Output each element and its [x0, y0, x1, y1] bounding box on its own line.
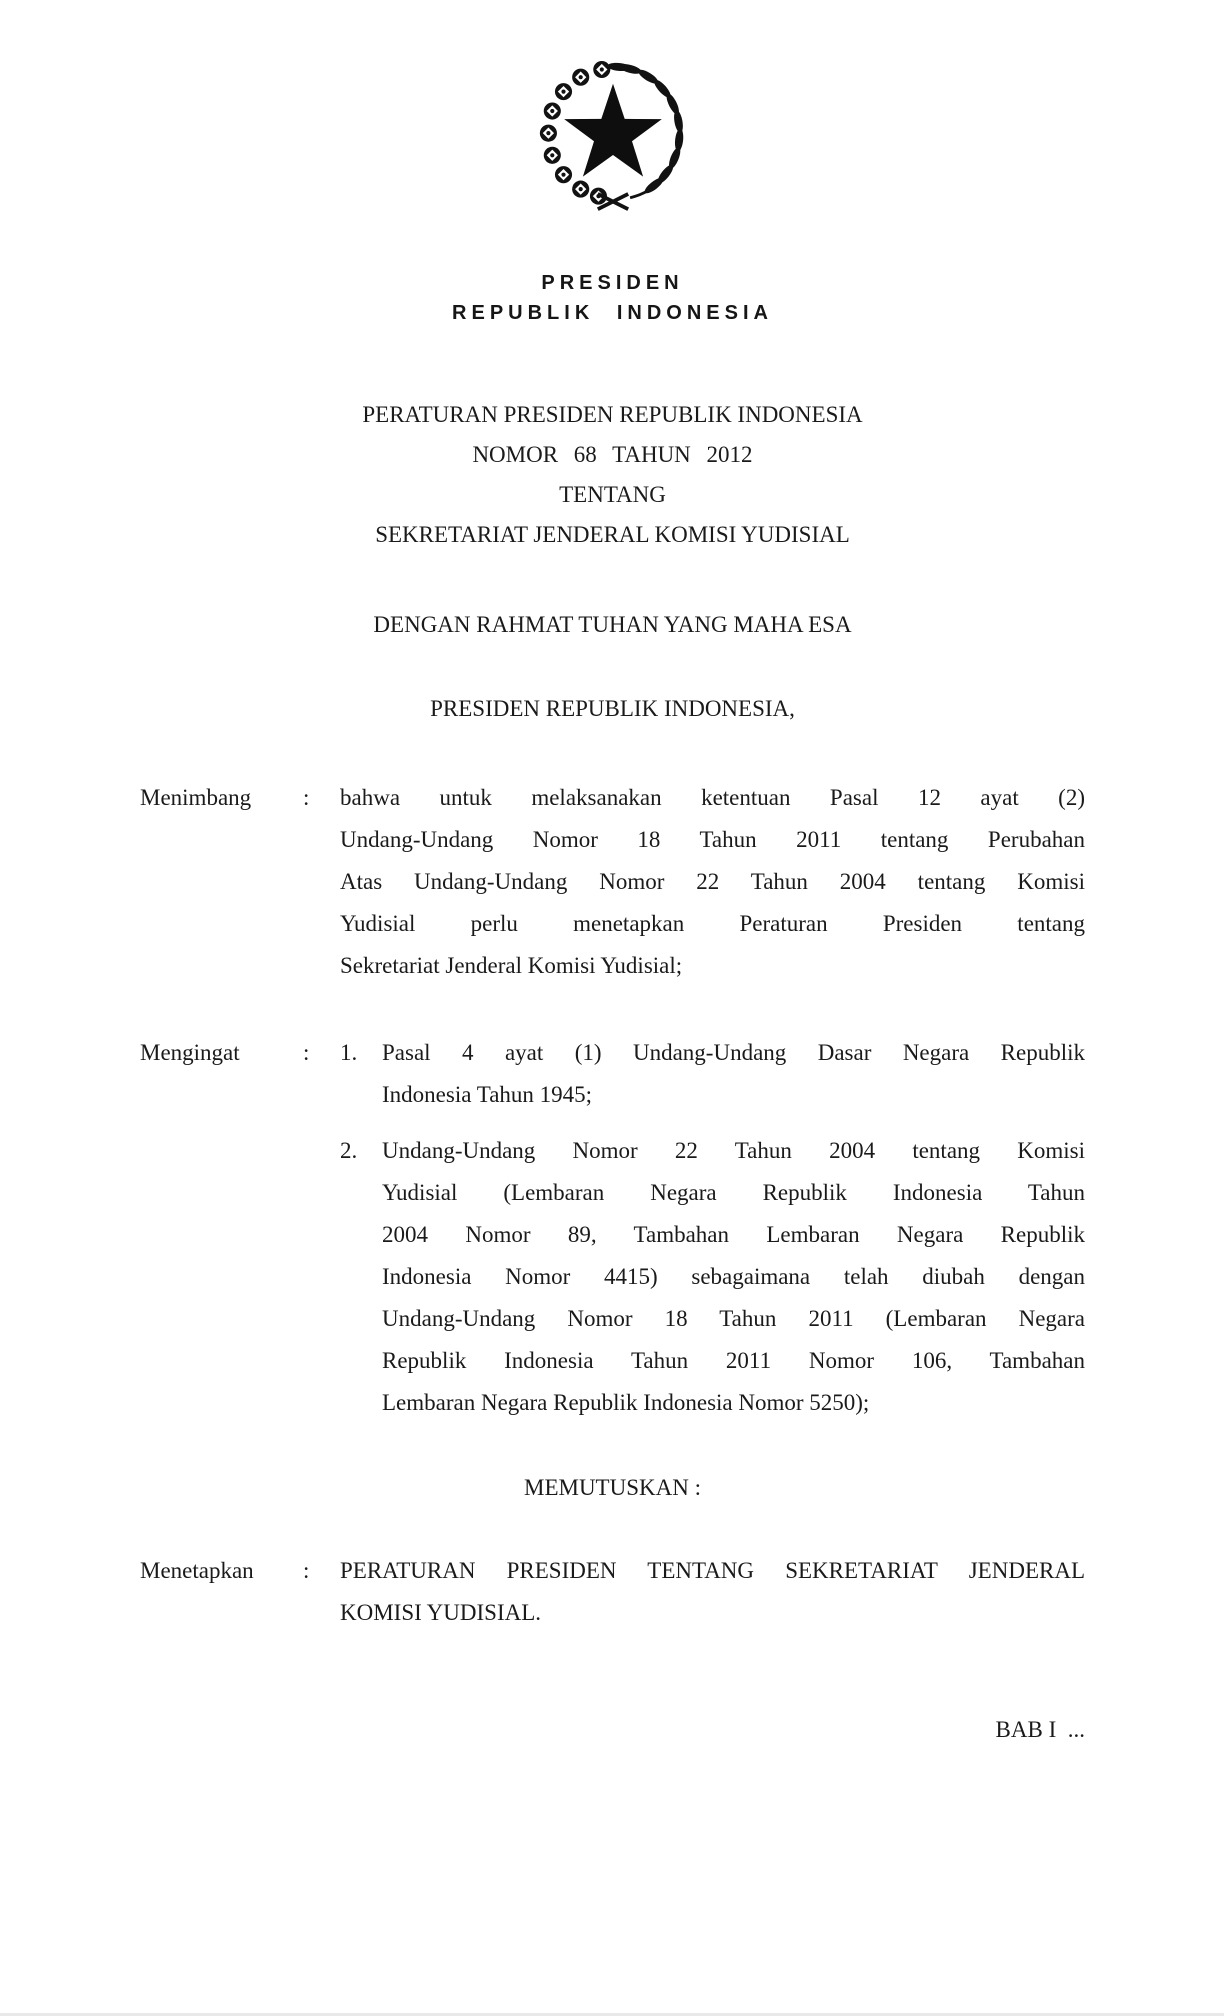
presidential-seal-icon [518, 55, 708, 217]
letterhead-line-2: REPUBLIK INDONESIA [452, 302, 773, 324]
letterhead [140, 268, 1085, 328]
menimbang-section [140, 777, 1085, 987]
opening-line: PRESIDEN REPUBLIK INDONESIA, [430, 696, 795, 721]
item-number: 2. [340, 1138, 358, 1163]
item-text: Undang-Undang Nomor 22 Tahun 2004 tentang Komisi Yudisial (Lembaran Negara Republik Indonesia Tahun 2004 Nomor 89, Tambahan Lembaran Negara Republik Indonesia Nomor 4415) sebagaimana telah diubah dengan Undang-Undang Nomor 18 Tahun 2011 (Lembaran Negara Republik Indonesia Tahun 2011 Nomor 106, Tambahan Lembaran Negara Republik Indonesia Nomor 5250); [382, 1138, 1085, 1415]
item-number: 1. [340, 1040, 358, 1065]
mengingat-colon: : [303, 1040, 310, 1065]
menimbang-colon: : [303, 785, 310, 810]
title-line-4: SEKRETARIAT JENDERAL KOMISI YUDISIAL [375, 522, 850, 547]
list-item [340, 1032, 1085, 1116]
menimbang-body: bahwa untuk melaksanakan ketentuan Pasal 12 ayat (2) Undang-Undang Nomor 18 Tahun 2011 tentang Perubahan Atas Undang-Undang Nomor 22 Tahun 2004 tentang Komisi Yudisial perlu menetapkan Peraturan Presiden tentang Sekretariat Jenderal Komisi Yudisial; [340, 785, 1085, 978]
item-text: Pasal 4 ayat (1) Undang-Undang Dasar Negara Republik Indonesia Tahun 1945; [382, 1040, 1085, 1107]
menetapkan-label: Menetapkan [140, 1558, 254, 1583]
motto-line: DENGAN RAHMAT TUHAN YANG MAHA ESA [373, 612, 852, 637]
regulation-title [140, 395, 1085, 555]
menimbang-label: Menimbang [140, 785, 252, 810]
menetapkan-body: PERATURAN PRESIDEN TENTANG SEKRETARIAT JENDERAL KOMISI YUDISIAL. [340, 1558, 1085, 1625]
mengingat-items [340, 1032, 1085, 1424]
mengingat-section [140, 1032, 1085, 1424]
continuation-marker: BAB I ... [995, 1717, 1085, 1742]
memutuskan-heading: MEMUTUSKAN : [524, 1475, 701, 1500]
list-item [340, 1130, 1085, 1424]
star-icon [564, 84, 662, 177]
menetapkan-colon: : [303, 1558, 310, 1583]
menetapkan-section [140, 1550, 1085, 1634]
title-line-2: NOMOR 68 TAHUN 2012 [472, 442, 753, 467]
seal-container [140, 55, 1085, 222]
title-line-1: PERATURAN PRESIDEN REPUBLIK INDONESIA [362, 402, 863, 427]
title-line-3: TENTANG [559, 482, 666, 507]
mengingat-label: Mengingat [140, 1040, 240, 1065]
letterhead-line-1: PRESIDEN [541, 272, 684, 294]
